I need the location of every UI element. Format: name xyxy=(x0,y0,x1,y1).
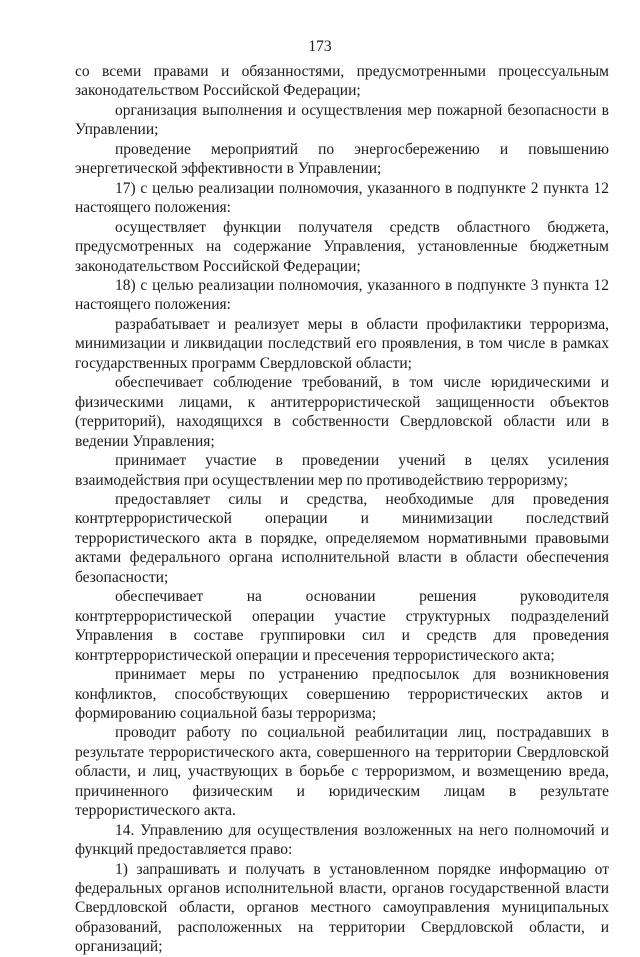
paragraph: осуществляет функции получателя средств областного бюджета, предусмотренных на содержание Управления, установленные бюджетным законодательством Российской Федерации; xyxy=(75,218,609,275)
paragraph: проведение мероприятий по энергосбережению и повышению энергетической эффективности в Управлении; xyxy=(75,140,609,178)
paragraph: обеспечивает на основании решения руководителя контртеррористической операции участие структурных подразделений Управления в составе группировки сил и средств для проведения контртеррористической операции и пресечения террористического акта; xyxy=(75,588,609,664)
paragraph: принимает меры по устранению предпосылок для возникновения конфликтов, способствующих совершению террористических актов и формированию социальной базы терроризма; xyxy=(75,666,609,722)
paragraph: предоставляет силы и средства, необходимые для проведения контртеррористической операции и минимизации последствий террористического акта в порядке, определяемом нормативными правовыми актами федерального органа исполнительной власти в области обеспечения безопасности; xyxy=(75,490,609,586)
paragraph: со всеми правами и обязанностями, предусмотренными процессуальным законодательством Российской Федерации; xyxy=(75,63,609,100)
paragraph: 18) с целью реализации полномочия, указанного в подпункте 3 пункта 12 настоящего положения: xyxy=(75,276,609,314)
paragraph: 17) с целью реализации полномочия, указанного в подпункте 2 пункта 12 настоящего положения: xyxy=(75,179,609,217)
paragraph: 1) запрашивать и получать в установленном порядке информацию от федеральных органов исполнительной власти, органов государственной власти Свердловской области, органов местного самоуправления муниципальных образований, расположенных на территории Свердловской области, и организаций; xyxy=(75,860,609,956)
paragraph: 14. Управлению для осуществления возложенных на него полномочий и функций предоставляется право: xyxy=(75,821,609,859)
paragraph: принимает участие в проведении учений в целях усиления взаимодействия при осуществлении мер по противодействию терроризму; xyxy=(75,452,609,489)
page-number: 173 xyxy=(308,38,332,55)
paragraph: разрабатывает и реализует меры в области профилактики терроризма, минимизации и ликвидации последствий его проявления, в том числе в рамках государственных программ Свердловской области; xyxy=(75,315,609,372)
paragraph: проводит работу по социальной реабилитации лиц, пострадавших в результате террористического акта, совершенного на территории Свердловской области, и лиц, участвующих в борьбе с терроризмом, и возмещению вреда, причиненного физическим и юридическим лицам в результате террористического акта. xyxy=(75,724,609,820)
paragraph: обеспечивает соблюдение требований, в том числе юридическими и физическими лицами, к антитеррористической защищенности объектов (территорий), находящихся в собственности Свердловской области или в ведении Управления; xyxy=(75,374,609,450)
document-body xyxy=(75,62,609,957)
paragraph: организация выполнения и осуществления мер пожарной безопасности в Управлении; xyxy=(75,101,609,139)
